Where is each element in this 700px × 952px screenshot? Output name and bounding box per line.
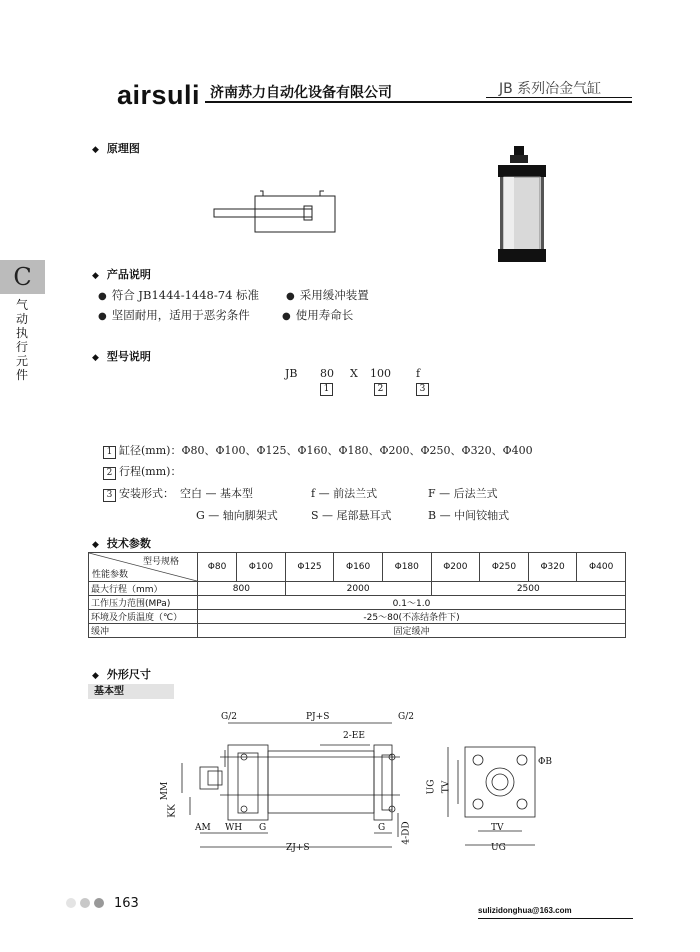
section-model: ◆ 型号说明	[92, 350, 151, 363]
dims-subtitle: 基本型	[88, 684, 174, 699]
tech-table	[88, 552, 626, 638]
footer-line	[478, 918, 633, 919]
cylinder-photo	[490, 143, 560, 273]
model-code-mount: f	[416, 367, 421, 380]
dim-wh: WH	[225, 823, 243, 833]
dim-mm: MM	[160, 781, 171, 801]
model-header: Φ250	[480, 553, 529, 582]
mount-front-flange: f — 前法兰式	[311, 487, 378, 500]
mount-trunnion: B — 中间铰轴式	[428, 509, 510, 522]
chapter-tab: C	[0, 260, 45, 294]
model-code-x: X	[350, 367, 358, 380]
legend-stroke: 2 行程(mm)：	[103, 463, 181, 480]
footer-dot	[94, 898, 104, 908]
header-line	[205, 101, 632, 103]
model-header: Φ320	[528, 553, 577, 582]
header-line-thin	[486, 97, 632, 98]
table-row: 工作压力范围(MPa) 0.1～1.0	[89, 596, 626, 610]
dim-g-right: G	[378, 823, 386, 833]
dim-g2-right: G/2	[398, 712, 414, 722]
table-corner: 型号规格 性能参数	[89, 553, 198, 582]
mount-rear-flange: F — 后法兰式	[428, 487, 498, 500]
footer-dot	[66, 898, 76, 908]
model-header: Φ160	[334, 553, 383, 582]
series-title: JB 系列冶金气缸	[499, 81, 602, 97]
dim-phib: ΦB	[538, 757, 552, 767]
feature-item: ● 采用缓冲装置	[286, 288, 369, 302]
table-row: 最大行程（mm） 800 2000 2500	[89, 582, 626, 596]
model-header: Φ125	[285, 553, 334, 582]
model-header: Φ400	[577, 553, 626, 582]
dim-ee: 2-EE	[343, 731, 365, 741]
legend-bore: 1 缸径(mm)：Φ80、Φ100、Φ125、Φ160、Φ180、Φ200、Φ250、Φ320、Φ400	[103, 442, 533, 459]
model-box-2: 2	[374, 383, 387, 396]
dim-g2-left: G/2	[221, 712, 237, 722]
dim-zjs: ZJ+S	[286, 843, 310, 853]
section-product: ◆ 产品说明	[92, 268, 151, 281]
dim-ug-horiz: UG	[491, 843, 506, 853]
mount-clevis: S — 尾部悬耳式	[311, 509, 392, 522]
feature-item: ● 符合 JB1444-1448-74 标准	[98, 288, 260, 302]
dim-g-left: G	[259, 823, 267, 833]
dim-dd: 4-DD	[401, 821, 412, 845]
legend-mount: 3 安装形式：	[103, 485, 174, 502]
mount-basic: 空白 — 基本型	[180, 487, 253, 500]
dimension-drawing	[160, 705, 570, 860]
table-row: 环境及介质温度（℃） -25～80(不冻结条件下)	[89, 610, 626, 624]
section-tech: ◆ 技术参数	[92, 537, 151, 550]
company-name: 济南苏力自动化设备有限公司	[210, 85, 392, 101]
feature-item: ● 坚固耐用，适用于恶劣条件	[98, 308, 250, 322]
dim-am: AM	[195, 823, 211, 833]
model-code-stroke: 100	[370, 367, 391, 380]
mount-foot: G — 轴向脚架式	[196, 509, 278, 522]
dim-ug-vert: UG	[426, 779, 437, 795]
table-row: 缓冲 固定缓冲	[89, 624, 626, 638]
chapter-title: 气 动 执 行 元 件	[15, 298, 28, 382]
footer-dot	[80, 898, 90, 908]
model-header: Φ80	[198, 553, 237, 582]
dim-kk: KK	[167, 804, 178, 818]
dim-tv-horiz: TV	[491, 823, 504, 833]
model-header: Φ200	[431, 553, 480, 582]
dim-tv-vert: TV	[441, 780, 452, 794]
model-code-prefix: JB	[285, 367, 298, 380]
section-principle: ◆ 原理图	[92, 142, 140, 155]
model-box-1: 1	[320, 383, 333, 396]
model-code-bore: 80	[320, 367, 334, 380]
page-number: 163	[114, 896, 139, 911]
brand-logo: airsuli	[117, 80, 201, 110]
principle-diagram	[208, 188, 348, 238]
model-box-3: 3	[416, 383, 429, 396]
footer-email: sulizidonghua@163.com	[478, 906, 572, 915]
dim-pjs: PJ+S	[306, 712, 330, 722]
feature-item: ● 使用寿命长	[282, 308, 354, 322]
model-header: Φ100	[237, 553, 286, 582]
model-header: Φ180	[382, 553, 431, 582]
section-dims: ◆ 外形尺寸	[92, 668, 151, 681]
